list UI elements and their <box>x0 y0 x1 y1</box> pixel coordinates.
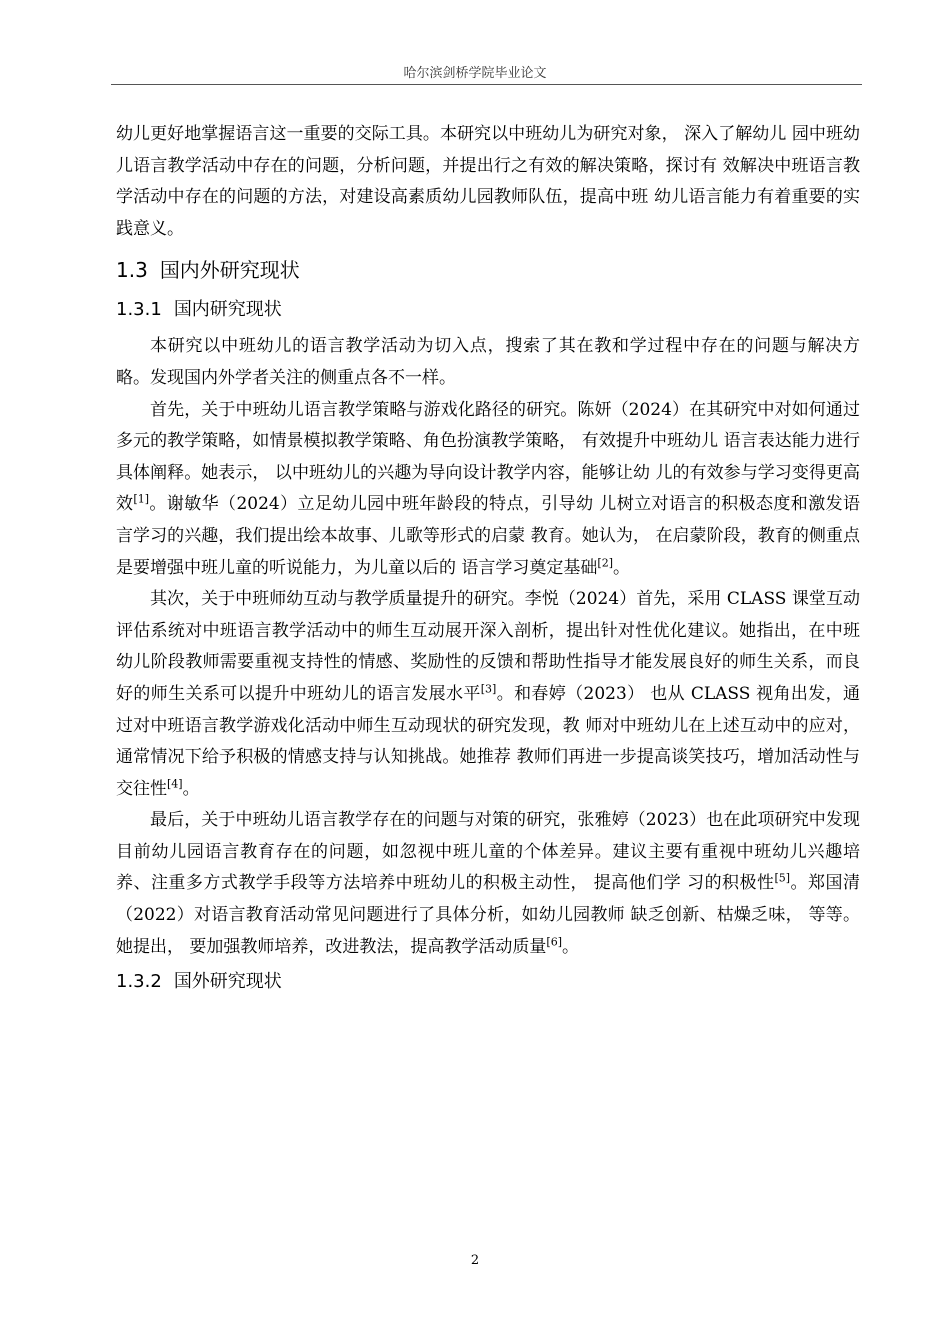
section-heading-1-3 <box>116 255 860 285</box>
section-heading-1-3-2 <box>116 967 860 997</box>
paragraph-strategies <box>116 395 860 585</box>
section-number: 1.3.2 <box>116 971 162 993</box>
paragraph-overview: 本研究以中班幼儿的语言教学活动为切入点，搜索了其在教和学过程中存在的问题与解决方略。发现国内外学者关注的侧重点各不一样。 <box>116 336 860 388</box>
header-rule <box>111 84 862 85</box>
section-heading-1-3-1 <box>116 295 860 325</box>
section-title: 国内外研究现状 <box>159 258 300 283</box>
paragraph-interaction <box>116 584 860 805</box>
paragraph-text: 。 <box>182 778 200 799</box>
citation-ref: [2] <box>597 555 613 569</box>
section-title: 国内研究现状 <box>173 299 282 321</box>
citation-ref: [5] <box>774 871 791 885</box>
section-number: 1.3 <box>116 258 148 283</box>
paragraph-text: 最后，关于中班幼儿语言教学存在的问题与对策的研究，张雅婷（2023）也在此项研究中发现目前幼儿园语言教育存在的问题，如忽视中班儿童的个体差异。建议主要有重视中班幼儿兴趣培养、注重多方式教学手段等方法培养中班幼儿的积极主动性， 提高他们学 习的积极性 <box>116 810 860 894</box>
paragraph-intro-continued: 幼儿更好地掌握语言这一重要的交际工具。本研究以中班幼儿为研究对象， 深入了解幼儿 园中班幼儿语言教学活动中存在的问题，分析问题，并提出行之有效的解决策略，探讨有 效解决中班语言教学活动中存在的问题的方法，对建设高素质幼儿园教师队伍，提高中班 幼儿语言能力有着重要的实践意义。 <box>116 124 860 239</box>
running-header: 哈尔滨剑桥学院毕业论文 <box>403 66 547 81</box>
paragraph-text: 其次，关于中班师幼互动与教学质量提升的研究。李悦（2024）首先，采用 CLASS 课堂互动评估系统对中班语言教学活动中的师生互动展开深入剖析，提出针对性优化建议。她指出，在中班幼儿阶段教师需要重视支持性的情感、奖励性的反馈和帮助性指导才能发展良好的师生关系，而良好的师生关系可以提升中班幼儿的语言发展水平 <box>116 589 860 704</box>
paragraph-text: 。 <box>562 936 579 957</box>
citation-ref: [6] <box>546 935 562 948</box>
page-body <box>116 119 860 1003</box>
paragraph-text: 首先，关于中班幼儿语言教学策略与游戏化路径的研究。陈妍（2024）在其研究中对如何通过多元的教学策略，如情景模拟教学策略、角色扮演教学策略， 有效提升中班幼儿 语言表达能力进行具体阐释。她表示， 以中班幼儿的兴趣为导向设计教学内容，能够让幼 儿的有效参与学习变得更高效 <box>116 399 860 515</box>
paragraph-problems <box>116 805 860 963</box>
paragraph-text: 。 <box>613 557 630 578</box>
section-number: 1.3.1 <box>116 299 162 321</box>
citation-ref: [3] <box>480 682 497 696</box>
citation-ref: [1] <box>133 492 150 506</box>
section-title: 国外研究现状 <box>173 971 282 993</box>
paragraph-text: 。谢敏华（2024）立足幼儿园中班年龄段的特点，引导幼 儿树立对语言的积极态度和激发语言学习的兴趣，我们提出绘本故事、儿歌等形式的启蒙 教育。她认为， 在启蒙阶段，教育的侧重点是要增强中班儿童的听说能力，为儿童以后的 语言学习奠定基础 <box>116 494 861 578</box>
page-number: 2 <box>470 1253 480 1268</box>
paragraph-text: 。郑国清（2022）对语言教育活动常见问题进行了具体分析，如幼儿园教师 缺乏创新、枯燥乏味， 等等。她提出， 要加强教师培养，改进教法，提高教学活动质量 <box>116 873 860 957</box>
citation-ref: [4] <box>167 777 183 791</box>
paragraph-text: 。和春婷（2023） 也从 CLASS 视角出发，通过对中班语言教学游戏化活动中师生互动现状的研究发现，教 师对中班幼儿在上述互动中的应对，通常情况下给予积极的情感支持与认知挑战。她推荐 教师们再进一步提高谈笑技巧，增加活动性与交往性 <box>116 683 860 799</box>
